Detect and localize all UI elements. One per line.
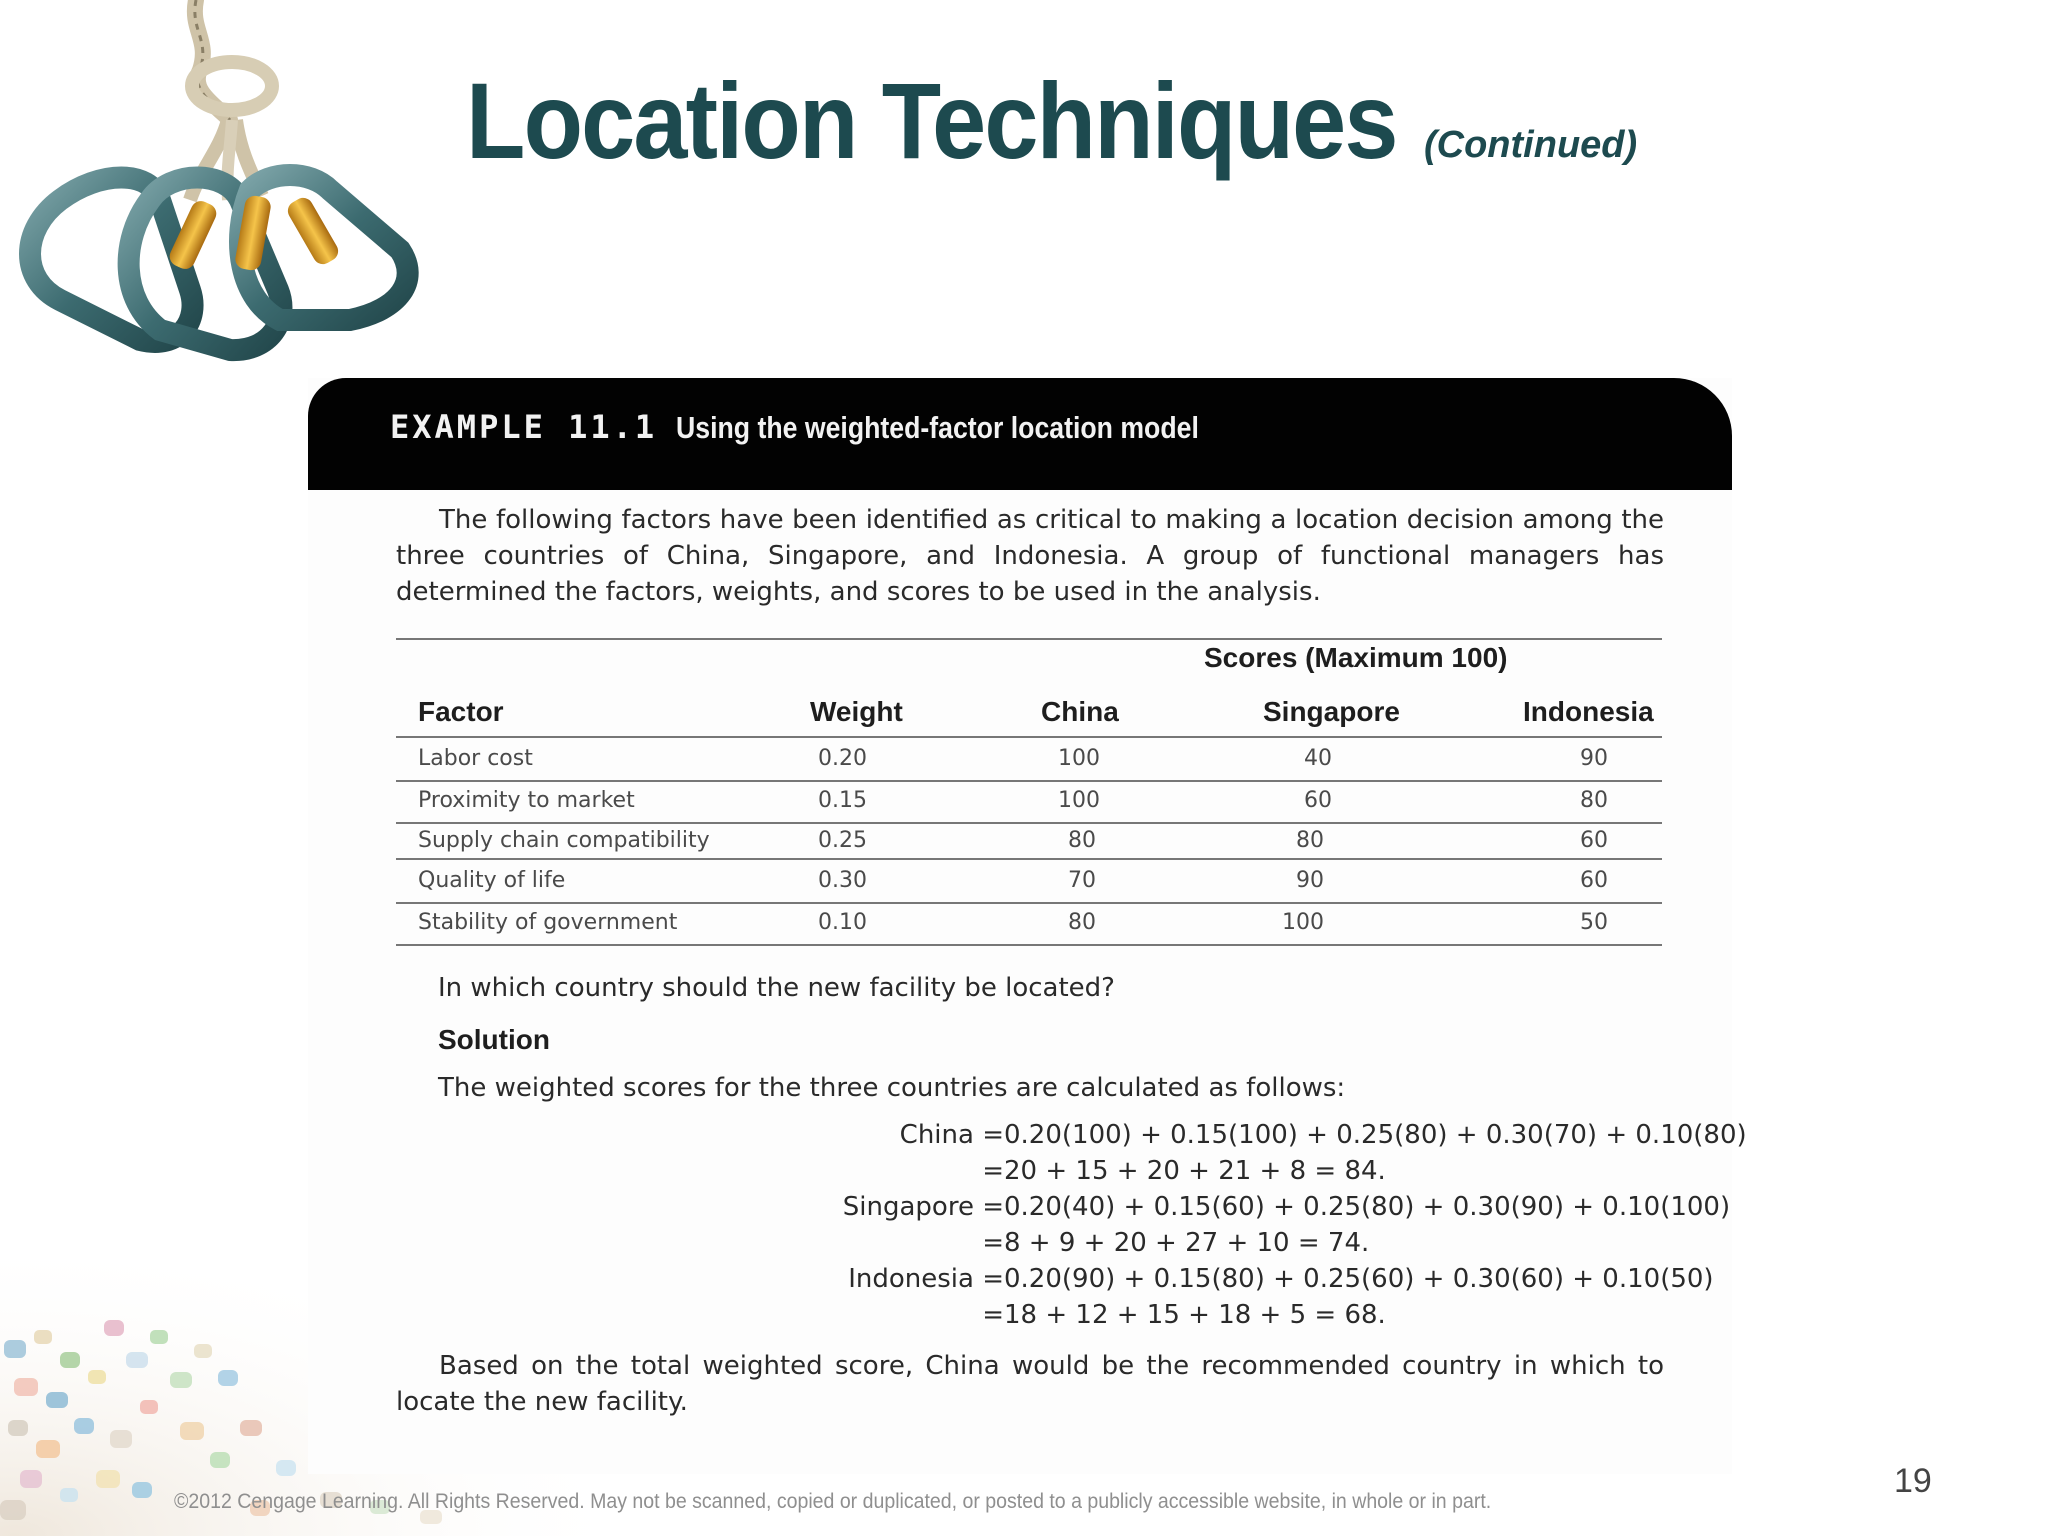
china-score-cell: 100 bbox=[1058, 746, 1100, 771]
column-header-weight: Weight bbox=[810, 696, 903, 727]
factor-cell: Quality of life bbox=[418, 868, 566, 893]
weight-cell: 0.30 bbox=[818, 868, 867, 893]
indonesia-score-cell: 50 bbox=[1580, 910, 1608, 935]
equation-rhs: 0.20(40) + 0.15(60) + 0.25(80) + 0.30(90) + 0.10(100) bbox=[1004, 1192, 1731, 1222]
example-number: EXAMPLE 11.1 bbox=[390, 408, 658, 446]
slide-title: Location Techniques bbox=[466, 60, 1397, 181]
weight-cell: 0.15 bbox=[818, 788, 867, 813]
equation-rhs: 20 + 15 + 20 + 21 + 8 = 84. bbox=[1004, 1156, 1386, 1186]
factor-cell: Proximity to market bbox=[418, 788, 635, 813]
column-header-china: China bbox=[1041, 696, 1119, 727]
table-bottom-rule bbox=[396, 944, 1662, 946]
slide-subtitle: (Continued) bbox=[1424, 124, 1638, 166]
equation-line bbox=[308, 1228, 1732, 1264]
scores-header: Scores (Maximum 100) bbox=[1204, 642, 1508, 673]
singapore-score-cell: 100 bbox=[1282, 910, 1324, 935]
equation-rhs: 8 + 9 + 20 + 27 + 10 = 74. bbox=[1004, 1228, 1370, 1258]
equation-lhs: Singapore = bbox=[842, 1192, 1004, 1222]
column-header-factor: Factor bbox=[418, 696, 504, 727]
table-header-rule bbox=[396, 736, 1662, 738]
equation-line bbox=[308, 1192, 1732, 1228]
china-score-cell: 80 bbox=[1068, 828, 1096, 853]
factor-cell: Labor cost bbox=[418, 746, 533, 771]
table-row-rule bbox=[396, 858, 1662, 860]
factor-cell: Supply chain compatibility bbox=[418, 828, 710, 853]
indonesia-score-cell: 60 bbox=[1580, 828, 1608, 853]
equation-line bbox=[308, 1120, 1747, 1156]
equation-lhs: = bbox=[982, 1228, 1004, 1258]
equation-line bbox=[308, 1264, 1732, 1300]
china-score-cell: 80 bbox=[1068, 910, 1096, 935]
equation-rhs: 0.20(90) + 0.15(80) + 0.25(60) + 0.30(60) + 0.10(50) bbox=[1004, 1264, 1714, 1294]
page-number: 19 bbox=[1894, 1462, 1932, 1500]
example-question: In which country should the new facility be located? bbox=[438, 973, 1115, 1003]
carabiner-icon bbox=[30, 175, 408, 350]
indonesia-score-cell: 60 bbox=[1580, 868, 1608, 893]
column-header-indonesia: Indonesia bbox=[1523, 696, 1654, 727]
example-title: Using the weighted-factor location model bbox=[676, 410, 1199, 445]
table-row bbox=[396, 904, 1662, 944]
table-row bbox=[396, 740, 1662, 780]
weight-cell: 0.25 bbox=[818, 828, 867, 853]
singapore-score-cell: 60 bbox=[1304, 788, 1332, 813]
example-conclusion: Based on the total weighted score, China would be the recommended country in which to locate the new facility. bbox=[396, 1351, 1664, 1417]
equation-lhs: = bbox=[982, 1156, 1004, 1186]
example-intro: The following factors have been identified as critical to making a location decision among the three countries of China, Singapore, and Indonesia. A group of functional managers has determined the factors, weights, and scores to be used in the analysis. bbox=[396, 505, 1664, 607]
table-row bbox=[396, 862, 1662, 902]
table-row bbox=[396, 822, 1662, 862]
calculation-intro: The weighted scores for the three countries are calculated as follows: bbox=[438, 1073, 1346, 1103]
indonesia-score-cell: 90 bbox=[1580, 746, 1608, 771]
example-panel bbox=[308, 378, 1747, 1474]
example-header bbox=[308, 378, 1732, 490]
china-score-cell: 100 bbox=[1058, 788, 1100, 813]
copyright-footer: ©2012 Cengage Learning. All Rights Reserved. May not be scanned, copied or duplicated, or posted to a publicly accessible website, in whole or in part. bbox=[174, 1490, 1492, 1513]
indonesia-score-cell: 80 bbox=[1580, 788, 1608, 813]
column-header-singapore: Singapore bbox=[1263, 696, 1400, 727]
slide-title-group bbox=[466, 58, 1500, 183]
solution-heading: Solution bbox=[438, 1024, 550, 1055]
singapore-score-cell: 90 bbox=[1296, 868, 1324, 893]
factor-cell: Stability of government bbox=[418, 910, 678, 935]
china-score-cell: 70 bbox=[1068, 868, 1096, 893]
weight-cell: 0.10 bbox=[818, 910, 867, 935]
singapore-score-cell: 80 bbox=[1296, 828, 1324, 853]
equation-line bbox=[308, 1156, 1732, 1192]
weight-cell: 0.20 bbox=[818, 746, 867, 771]
equation-lhs: Indonesia = bbox=[848, 1264, 1004, 1294]
equation-line bbox=[308, 1300, 1732, 1336]
equation-rhs: 18 + 12 + 15 + 18 + 5 = 68. bbox=[1004, 1300, 1386, 1330]
equation-rhs: 0.20(100) + 0.15(100) + 0.25(80) + 0.30(70) + 0.10(80) bbox=[1004, 1120, 1747, 1150]
singapore-score-cell: 40 bbox=[1304, 746, 1332, 771]
table-row bbox=[396, 782, 1662, 822]
equation-lhs: = bbox=[982, 1300, 1004, 1330]
equation-lhs: China = bbox=[899, 1120, 1004, 1150]
table-top-rule bbox=[396, 638, 1662, 640]
